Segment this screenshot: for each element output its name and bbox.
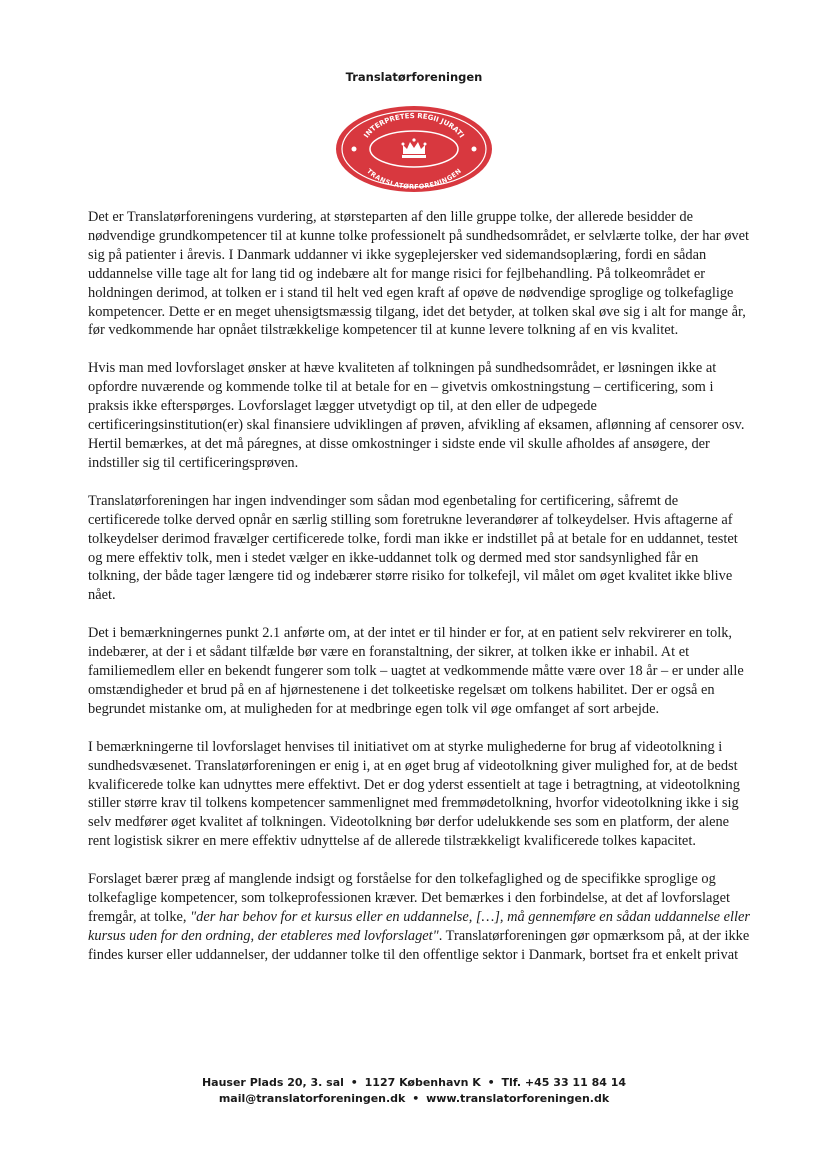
bullet-icon: • — [350, 1076, 358, 1089]
footer — [0, 1075, 828, 1107]
footer-website[interactable]: www.translatorforeningen.dk — [426, 1092, 610, 1105]
letter-body — [88, 208, 750, 984]
paragraph-6-start: Forslaget bærer præg af manglende indsigt og forståelse for den tolkefaglighed og de specifikke sproglige og tolkefaglige kompetencer, som tolkeprofessionen kræver. Det bemærkes i den forbindelse, at det af lovforslaget fremgår, at tolke, — [88, 871, 731, 925]
organization-title: Translatørforeningen — [345, 70, 483, 84]
seal-stamp — [334, 104, 494, 194]
paragraph-1: Det er Translatørforeningens vurdering, at størsteparten af den lille gruppe tolke, der allerede besidder de nødvendige grundkompetencer til at kunne tolke professionelt på sundhedsområdet, er selvlærte tolke, der har øvet sig på patienter i årevis. I Danmark uddanner vi ikke sygeplejersker ved sidemandsoplæring, fordi en sådan uddannelse ville tage alt for lang tid og indebære alt for mange risici for fejlbehandling. På tolkeområdet er holdningen derimod, at tolken er i stand til helt ved egen kraft af opøve de nødvendige sproglige og tolkefaglige kompetencer. Dette er en meget uhensigtsmæssig tilgang, idet det betyder, at tolken skal øve sig i alt for mange år, før vedkommende har opnået tilstrækkelige kompetencer til at kunne levere tolkning af en vis kvalitet. — [88, 209, 749, 339]
seal-bottom-text: TRANSLATØRFORENINGEN — [365, 167, 463, 191]
footer-address: Hauser Plads 20, 3. sal — [201, 1076, 344, 1089]
paragraph-6 — [88, 870, 750, 965]
paragraph-6-end: . Translatørforeningen gør opmærksom på, at der ikke findes kurser eller uddannelser, der uddanner tolke til den offentlige sektor i Danmark, bortset fra et enkelt privat — [88, 927, 750, 963]
seal-dot-right — [472, 147, 477, 152]
paragraph-3: Translatørforeningen har ingen indvendinger som sådan mod egenbetaling for certificering, såfremt de certificerede tolke derved opnår en særlig stilling som foretrukne leverandører af tolkeydelser. Hvis aftagerne af tolkeydelser derimod fravælger certificerede tolke, fordi man ikke er indstillet på at betale for en uddannet, testet og mere effektiv tolk, men i stedet vælger en ikke-uddannet tolk og dermed med stor sandsynlighed får en tolkning, der både tager længere tid og indebærer større risiko for tolkefejl, vil målet om øget kvalitet ikke blive nået. — [88, 492, 738, 604]
footer-postal: 1127 København K — [364, 1076, 481, 1089]
seal-dot-left — [352, 147, 357, 152]
quoted-text: "der har behov for et kursus eller en uddannelse, […], må gennemføre en sådan uddannelse eller kursus uden for den ordning, der etableres med lovforslaget" — [88, 909, 750, 944]
seal-top-text: INTERPRETES REGII JURATI — [362, 111, 466, 140]
paragraph-5: I bemærkningerne til lovforslaget henvises til initiativet om at styrke mulighederne for brug af videotolkning i sundhedsvæsenet. Translatørforeningen er enig i, at en øget brug af videotolkning giver mulighed for, at de bedst kvalificerede tolke kan udnyttes mere effektivt. Det er dog yderst essentielt at tage i betragtning, at videotolkning stiller større krav til tolkens kompetencer sammenlignet med fremmødetolkning, hvorfor videotolkning ikke i sig selv medfører øget kvalitet af tolkningen. Videotolkning bør derfor udelukkende ses som en platform, der alene rent logistisk sikrer en mere effektiv udnyttelse af de allerede tilstrækkeligt kvalificerede tolkes kapacitet. — [88, 738, 740, 850]
footer-line-2 — [0, 1091, 828, 1107]
paragraph-4: Det i bemærkningernes punkt 2.1 anførte om, at der intet er til hinder er for, at en patient selv rekvirerer en tolk, indebærer, at der i et sådant tilfælde bør være en foranstaltning, der sikrer, at tolken ikke er inhabil. At et familiemedlem eller en bekendt fungerer som tolk – uagtet at vedkommende måtte være over 18 år – er under alle omstændigheder et brud på en af hjørnestenene i det tolkeetiske regelsæt om tolkens habilitet. Der er også en begrundet mistanke om, at muligheden for at medbringe egen tolk vil øge omfanget af sort arbejde. — [88, 625, 744, 717]
bullet-icon: • — [487, 1076, 495, 1089]
footer-email[interactable]: mail@translatorforeningen.dk — [218, 1092, 406, 1105]
footer-phone: Tlf. +45 33 11 84 14 — [501, 1076, 627, 1089]
footer-line-1 — [0, 1075, 828, 1091]
bullet-icon: • — [412, 1092, 420, 1105]
paragraph-2: Hvis man med lovforslaget ønsker at hæve kvaliteten af tolkningen på sundhedsområdet, er løsningen ikke at opfordre nuværende og kommende tolke til at betale for en – givetvis omkostningstung – certificering, som i praksis ikke efterspørges. Lovforslaget lægger utvetydigt op til, at den eller de udpegede certificeringsinstitution(er) skal finansiere udviklingen af prøven, afvikling af eksamen, aflønning af censorer osv. Hertil bemærkes, at det må páregnes, at disse omkostninger i sidste ende vil skulle afholdes af ansøgere, der indstiller sig til certificeringsprøven. — [88, 360, 745, 471]
